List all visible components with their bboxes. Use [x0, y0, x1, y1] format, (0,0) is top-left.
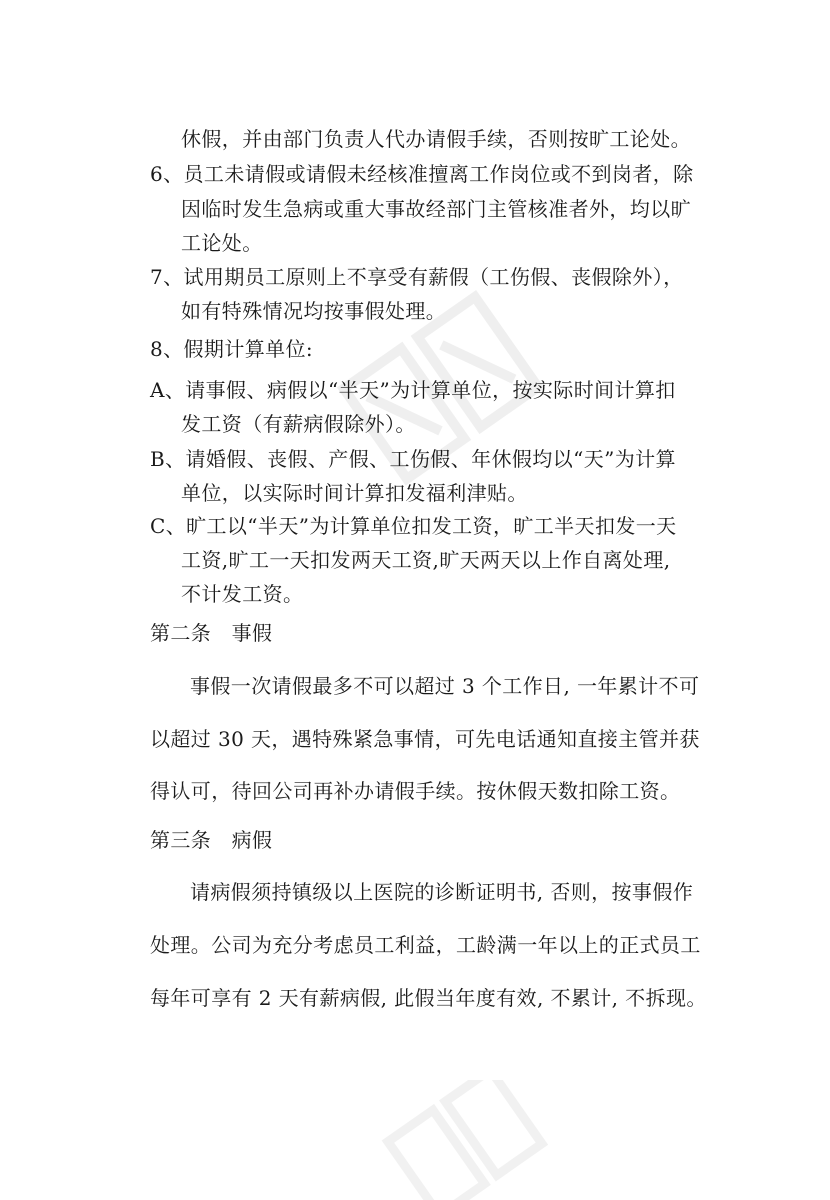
list-item-number: 8、 [150, 337, 184, 361]
list-item-text: 请事假、病假以“半天”为计算单位，按实际时间计算扣 [185, 378, 676, 402]
list-item-number: 6、 [150, 162, 184, 186]
list-item-a [150, 377, 676, 403]
list-item-number: A、 [150, 378, 186, 402]
article-2-paragraph-line-2: 以超过 30 天，遇特殊紧急事情，可先电话通知直接主管并获 [150, 727, 700, 751]
list-item-text: 员工未请假或请假未经核准擅离工作岗位或不到岗者，除 [183, 162, 694, 186]
list-item-6 [150, 161, 694, 187]
list-item-text: 假期计算单位: [183, 337, 314, 361]
list-item-6-line-3: 工论处。 [181, 231, 263, 255]
article-3-heading: 第三条 病假 [150, 828, 273, 852]
list-item-c-line-3: 不计发工资。 [181, 582, 304, 606]
list-item-number: C、 [150, 514, 187, 538]
article-3-paragraph-line-3: 每年可享有 2 天有薪病假, 此假当年度有效, 不累计, 不拆现。 [150, 986, 707, 1010]
list-item-c-line-2: 工资,旷工一天扣发两天工资,旷天两天以上作自离处理, [181, 548, 671, 572]
article-2-paragraph-line-3: 得认可，待回公司再补办请假手续。按休假天数扣除工资。 [150, 779, 681, 803]
list-item-8 [150, 336, 313, 362]
article-2-paragraph-line-1: 事假一次请假最多不可以超过 3 个工作日, 一年累计不可 [190, 674, 700, 698]
watermark-logo-bottom [360, 1080, 560, 1200]
list-item-number: B、 [150, 447, 186, 471]
article-3-paragraph-line-2: 处理。公司为充分考虑员工利益，工龄满一年以上的正式员工 [150, 933, 701, 957]
list-item-7 [150, 264, 684, 290]
list-item-b-line-2: 单位，以实际时间计算扣发福利津贴。 [181, 481, 528, 505]
list-item-5-continuation: 休假，并由部门负责人代办请假手续，否则按旷工论处。 [181, 127, 691, 151]
list-item-b [150, 446, 676, 472]
article-3-paragraph-line-1: 请病假须持镇级以上医院的诊断证明书, 否则，按事假作 [190, 880, 694, 904]
article-2-heading: 第二条 事假 [150, 621, 273, 645]
list-item-7-line-2: 如有特殊情况均按事假处理。 [181, 299, 447, 323]
list-item-text: 试用期员工原则上不享受有薪假（工伤假、丧假除外）， [183, 265, 684, 289]
list-item-c [150, 513, 677, 539]
list-item-text: 请婚假、丧假、产假、工伤假、年休假均以“天”为计算 [185, 447, 676, 471]
list-item-6-line-2: 因临时发生急病或重大事故经部门主管核准者外，均以旷 [181, 197, 691, 221]
list-item-number: 7、 [150, 265, 184, 289]
list-item-a-line-2: 发工资（有薪病假除外）。 [181, 412, 416, 436]
list-item-text: 旷工以“半天”为计算单位扣发工资，旷工半天扣发一天 [186, 514, 677, 538]
